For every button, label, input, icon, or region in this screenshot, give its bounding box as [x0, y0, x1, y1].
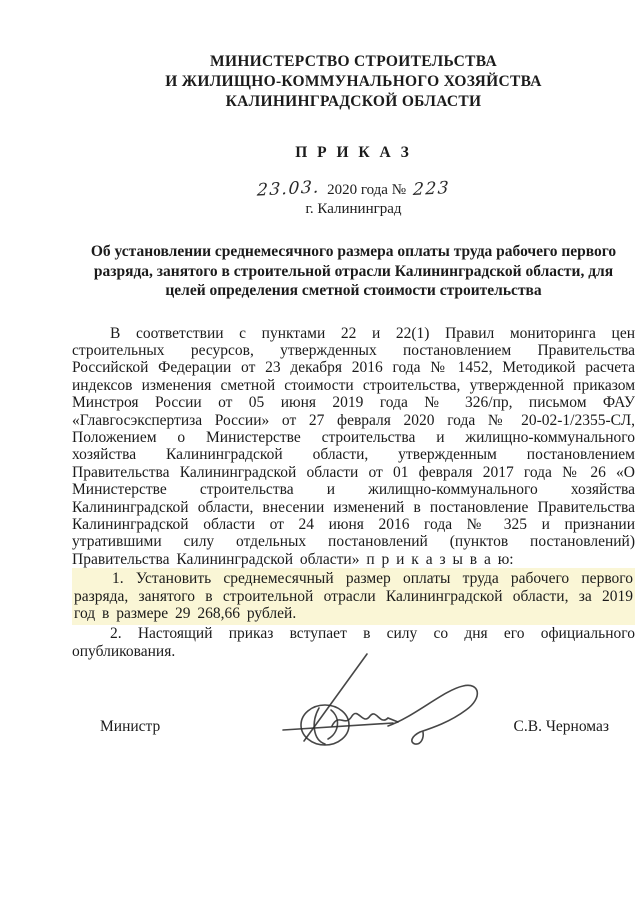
order-item-1: 1. Установить среднемесячный размер оплаты труда рабочего первого разряда, занятого в строительной отрасли Калининградской области, за 2019 год в размере 29 268,66 рублей. — [72, 568, 635, 625]
order-title: Об установлении среднемесячного размера оплаты труда рабочего первого разряда, занятого в строительной отрасли Калининградской области, для целей определения сметной стоимости строительства — [90, 243, 617, 299]
letterhead-line-1: МИНИСТЕРСТВО СТРОИТЕЛЬСТВА — [210, 53, 497, 70]
signature-block — [72, 718, 635, 736]
document-content — [72, 0, 635, 736]
order-item-2: 2. Настоящий приказ вступает в силу со дня его официального опубликования. — [72, 625, 635, 660]
order-preamble: В соответствии с пунктами 22 и 22(1) Правил мониторинга цен строительных ресурсов, утвержденных постановлением Правительства Российской Федерации от 23 декабря 2016 года № 1452, Методикой расчета индексов изменения сметной стоимости строительства, утвержденной приказом Минстроя России от 05 июня 2019 года № 326/пр, письмом ФАУ «Главгосэкспертиза России» от 27 февраля 2020 года № 20-02-1/2355-СЛ, Положением о Министерстве строительства и жилищно-коммунального хозяйства Калининградской области, утвержденным постановлением Правительства Калининградской области от 01 февраля 2017 года № 26 «О Министерстве строительства и жилищно-коммунального хозяйства Калининградской области, внесении изменений в постановление Правительства Калининградской области от 24 июня 2016 года № 325 и признании утратившими силу отдельных постановлений (пунктов постановлений) Правительства Калининградской области» п р и к а з ы в а ю: — [72, 324, 635, 568]
city-line: г. Калининград — [305, 201, 402, 217]
handwritten-order-number: 223 — [412, 177, 451, 201]
order-type-label: П Р И К А З — [295, 144, 412, 161]
letterhead — [72, 52, 635, 112]
signer-name: С.В. Черномаз — [513, 718, 609, 736]
letterhead-line-3: КАЛИНИНГРАДСКОЙ ОБЛАСТИ — [225, 93, 482, 110]
date-printed-text: 2020 года № — [327, 182, 407, 198]
order-body — [72, 325, 635, 661]
signer-position: Министр — [100, 718, 161, 736]
order-date-line — [72, 177, 635, 201]
letterhead-line-2: И ЖИЛИЩНО-КОММУНАЛЬНОГО ХОЗЯЙСТВА — [165, 73, 542, 90]
handwritten-date: 23.03. — [256, 177, 321, 201]
